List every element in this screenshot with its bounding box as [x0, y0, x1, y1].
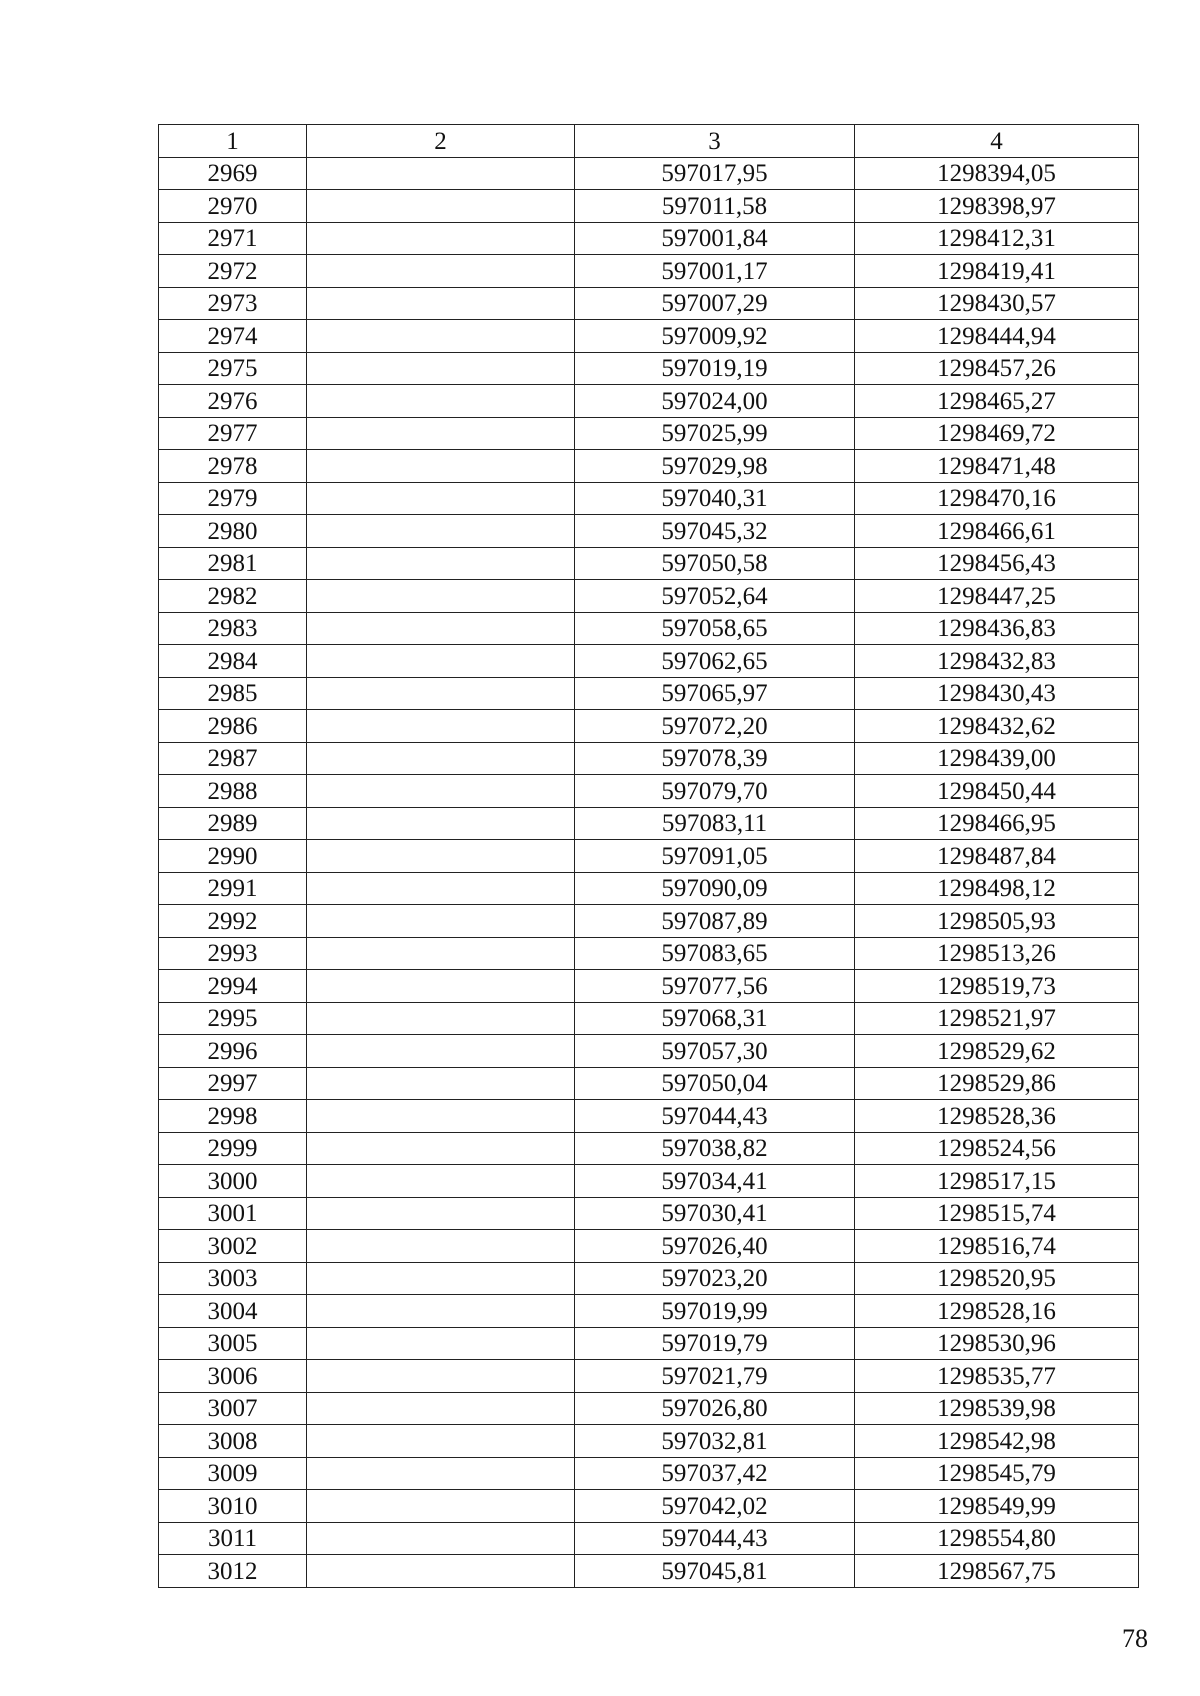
table-cell-col-3: 597068,31 — [575, 1002, 855, 1035]
table-cell-col-1: 2984 — [159, 645, 307, 678]
table-cell-col-4: 1298519,73 — [855, 970, 1139, 1003]
table-cell-col-3: 597017,95 — [575, 157, 855, 190]
table-row — [159, 872, 1139, 905]
column-header-1: 1 — [159, 125, 307, 158]
table-cell-col-1: 2970 — [159, 190, 307, 223]
table-row — [159, 1295, 1139, 1328]
table-cell-col-1: 2978 — [159, 450, 307, 483]
table-cell-col-4: 1298516,74 — [855, 1230, 1139, 1263]
table-cell-col-4: 1298436,83 — [855, 612, 1139, 645]
table-cell-col-4: 1298554,80 — [855, 1522, 1139, 1555]
table-cell-col-2 — [307, 1067, 575, 1100]
table-cell-col-3: 597083,65 — [575, 937, 855, 970]
table-cell-col-3: 597083,11 — [575, 807, 855, 840]
table-cell-col-1: 3011 — [159, 1522, 307, 1555]
table-cell-col-4: 1298430,57 — [855, 287, 1139, 320]
table-cell-col-4: 1298470,16 — [855, 482, 1139, 515]
table-cell-col-1: 2988 — [159, 775, 307, 808]
table-row — [159, 645, 1139, 678]
table-cell-col-3: 597019,99 — [575, 1295, 855, 1328]
table-cell-col-1: 2989 — [159, 807, 307, 840]
table-cell-col-3: 597038,82 — [575, 1132, 855, 1165]
table-cell-col-4: 1298466,95 — [855, 807, 1139, 840]
table-cell-col-1: 2993 — [159, 937, 307, 970]
table-cell-col-4: 1298567,75 — [855, 1555, 1139, 1588]
table-cell-col-1: 3010 — [159, 1490, 307, 1523]
table-cell-col-3: 597077,56 — [575, 970, 855, 1003]
table-cell-col-2 — [307, 872, 575, 905]
table-cell-col-2 — [307, 775, 575, 808]
table-cell-col-4: 1298549,99 — [855, 1490, 1139, 1523]
table-cell-col-1: 2987 — [159, 742, 307, 775]
table-cell-col-1: 2994 — [159, 970, 307, 1003]
table-row — [159, 1555, 1139, 1588]
table-cell-col-1: 2997 — [159, 1067, 307, 1100]
table-cell-col-2 — [307, 612, 575, 645]
table-cell-col-3: 597007,29 — [575, 287, 855, 320]
table-cell-col-1: 2972 — [159, 255, 307, 288]
table-cell-col-1: 2982 — [159, 580, 307, 613]
table-cell-col-2 — [307, 905, 575, 938]
table-row — [159, 1230, 1139, 1263]
table-cell-col-4: 1298469,72 — [855, 417, 1139, 450]
table-cell-col-4: 1298529,62 — [855, 1035, 1139, 1068]
table-header-row — [159, 125, 1139, 158]
table-cell-col-4: 1298520,95 — [855, 1262, 1139, 1295]
table-cell-col-3: 597030,41 — [575, 1197, 855, 1230]
table-cell-col-4: 1298419,41 — [855, 255, 1139, 288]
table-cell-col-1: 2995 — [159, 1002, 307, 1035]
table-row — [159, 385, 1139, 418]
table-row — [159, 612, 1139, 645]
table-cell-col-1: 2998 — [159, 1100, 307, 1133]
table-cell-col-3: 597052,64 — [575, 580, 855, 613]
table-cell-col-2 — [307, 1360, 575, 1393]
table-row — [159, 710, 1139, 743]
table-cell-col-4: 1298444,94 — [855, 320, 1139, 353]
table-row — [159, 515, 1139, 548]
table-row — [159, 547, 1139, 580]
table-cell-col-1: 2985 — [159, 677, 307, 710]
table-row — [159, 1360, 1139, 1393]
table-row — [159, 807, 1139, 840]
table-cell-col-3: 597087,89 — [575, 905, 855, 938]
table-cell-col-4: 1298439,00 — [855, 742, 1139, 775]
table-cell-col-2 — [307, 1002, 575, 1035]
table-cell-col-4: 1298487,84 — [855, 840, 1139, 873]
table-row — [159, 417, 1139, 450]
table-row — [159, 190, 1139, 223]
table-cell-col-3: 597062,65 — [575, 645, 855, 678]
table-cell-col-4: 1298517,15 — [855, 1165, 1139, 1198]
table-row — [159, 1100, 1139, 1133]
table-cell-col-1: 2979 — [159, 482, 307, 515]
table-cell-col-2 — [307, 450, 575, 483]
table-cell-col-2 — [307, 1165, 575, 1198]
table-cell-col-2 — [307, 1197, 575, 1230]
table-row — [159, 352, 1139, 385]
table-row — [159, 1197, 1139, 1230]
column-header-3: 3 — [575, 125, 855, 158]
column-header-4: 4 — [855, 125, 1139, 158]
table-cell-col-2 — [307, 710, 575, 743]
table-cell-col-3: 597090,09 — [575, 872, 855, 905]
table-cell-col-2 — [307, 515, 575, 548]
table-cell-col-2 — [307, 1295, 575, 1328]
table-cell-col-3: 597026,80 — [575, 1392, 855, 1425]
table-cell-col-1: 2990 — [159, 840, 307, 873]
table-cell-col-2 — [307, 677, 575, 710]
table-cell-col-4: 1298456,43 — [855, 547, 1139, 580]
table-cell-col-1: 3006 — [159, 1360, 307, 1393]
table-cell-col-3: 597034,41 — [575, 1165, 855, 1198]
table-cell-col-2 — [307, 970, 575, 1003]
table-cell-col-1: 2980 — [159, 515, 307, 548]
table-cell-col-3: 597032,81 — [575, 1425, 855, 1458]
table-row — [159, 1067, 1139, 1100]
table-cell-col-3: 597072,20 — [575, 710, 855, 743]
table-cell-col-4: 1298530,96 — [855, 1327, 1139, 1360]
coordinates-table — [158, 124, 1139, 1588]
table-cell-col-4: 1298465,27 — [855, 385, 1139, 418]
table-cell-col-3: 597057,30 — [575, 1035, 855, 1068]
table-row — [159, 482, 1139, 515]
table-cell-col-4: 1298505,93 — [855, 905, 1139, 938]
table-cell-col-3: 597045,32 — [575, 515, 855, 548]
table-cell-col-3: 597045,81 — [575, 1555, 855, 1588]
table-cell-col-4: 1298398,97 — [855, 190, 1139, 223]
table-cell-col-2 — [307, 645, 575, 678]
table-cell-col-2 — [307, 157, 575, 190]
table-row — [159, 775, 1139, 808]
table-row — [159, 157, 1139, 190]
table-row — [159, 1327, 1139, 1360]
table-cell-col-1: 2973 — [159, 287, 307, 320]
table-row — [159, 450, 1139, 483]
table-cell-col-1: 3005 — [159, 1327, 307, 1360]
table-cell-col-4: 1298545,79 — [855, 1457, 1139, 1490]
table-row — [159, 1425, 1139, 1458]
table-row — [159, 287, 1139, 320]
table-cell-col-2 — [307, 190, 575, 223]
table-row — [159, 905, 1139, 938]
table-cell-col-1: 3000 — [159, 1165, 307, 1198]
table-cell-col-2 — [307, 1327, 575, 1360]
table-cell-col-4: 1298432,62 — [855, 710, 1139, 743]
table-cell-col-4: 1298412,31 — [855, 222, 1139, 255]
table-row — [159, 1035, 1139, 1068]
table-row — [159, 1522, 1139, 1555]
table-cell-col-2 — [307, 287, 575, 320]
column-header-2: 2 — [307, 125, 575, 158]
table-cell-col-1: 2977 — [159, 417, 307, 450]
table-cell-col-2 — [307, 840, 575, 873]
table-cell-col-4: 1298528,36 — [855, 1100, 1139, 1133]
table-cell-col-1: 2991 — [159, 872, 307, 905]
table-row — [159, 222, 1139, 255]
table-cell-col-3: 597019,79 — [575, 1327, 855, 1360]
table-cell-col-2 — [307, 320, 575, 353]
table-cell-col-1: 2999 — [159, 1132, 307, 1165]
table-cell-col-2 — [307, 1392, 575, 1425]
table-row — [159, 255, 1139, 288]
table-cell-col-3: 597042,02 — [575, 1490, 855, 1523]
table-row — [159, 1490, 1139, 1523]
table-cell-col-3: 597037,42 — [575, 1457, 855, 1490]
table-cell-col-4: 1298521,97 — [855, 1002, 1139, 1035]
table-cell-col-2 — [307, 742, 575, 775]
table-cell-col-1: 3007 — [159, 1392, 307, 1425]
table-cell-col-3: 597026,40 — [575, 1230, 855, 1263]
table-row — [159, 742, 1139, 775]
table-cell-col-2 — [307, 1262, 575, 1295]
table-cell-col-4: 1298539,98 — [855, 1392, 1139, 1425]
table-cell-col-3: 597025,99 — [575, 417, 855, 450]
table-cell-col-2 — [307, 1230, 575, 1263]
table-cell-col-3: 597001,17 — [575, 255, 855, 288]
table-cell-col-1: 3001 — [159, 1197, 307, 1230]
table-row — [159, 1002, 1139, 1035]
table-cell-col-2 — [307, 255, 575, 288]
table-cell-col-4: 1298471,48 — [855, 450, 1139, 483]
table-cell-col-4: 1298447,25 — [855, 580, 1139, 613]
table-cell-col-2 — [307, 547, 575, 580]
table-cell-col-3: 597091,05 — [575, 840, 855, 873]
table-cell-col-1: 2975 — [159, 352, 307, 385]
table-cell-col-4: 1298394,05 — [855, 157, 1139, 190]
table-row — [159, 937, 1139, 970]
table-cell-col-2 — [307, 1522, 575, 1555]
table-cell-col-1: 3012 — [159, 1555, 307, 1588]
table-cell-col-4: 1298498,12 — [855, 872, 1139, 905]
table-cell-col-3: 597019,19 — [575, 352, 855, 385]
table-cell-col-4: 1298450,44 — [855, 775, 1139, 808]
table-cell-col-4: 1298432,83 — [855, 645, 1139, 678]
table-cell-col-1: 2974 — [159, 320, 307, 353]
table-row — [159, 970, 1139, 1003]
table-body — [159, 157, 1139, 1587]
table-cell-col-4: 1298430,43 — [855, 677, 1139, 710]
table-cell-col-4: 1298466,61 — [855, 515, 1139, 548]
table-cell-col-1: 2986 — [159, 710, 307, 743]
table-cell-col-1: 2969 — [159, 157, 307, 190]
table-cell-col-3: 597058,65 — [575, 612, 855, 645]
table-row — [159, 1392, 1139, 1425]
table-cell-col-2 — [307, 1457, 575, 1490]
table-cell-col-4: 1298524,56 — [855, 1132, 1139, 1165]
table-cell-col-3: 597079,70 — [575, 775, 855, 808]
table-cell-col-2 — [307, 1100, 575, 1133]
page-number: 78 — [1122, 1624, 1148, 1653]
table-cell-col-1: 3008 — [159, 1425, 307, 1458]
table-cell-col-3: 597029,98 — [575, 450, 855, 483]
table-cell-col-3: 597023,20 — [575, 1262, 855, 1295]
table-row — [159, 320, 1139, 353]
table-cell-col-1: 3002 — [159, 1230, 307, 1263]
table-cell-col-3: 597078,39 — [575, 742, 855, 775]
table-cell-col-1: 2976 — [159, 385, 307, 418]
table-cell-col-2 — [307, 1490, 575, 1523]
table-cell-col-1: 2992 — [159, 905, 307, 938]
table-cell-col-3: 597009,92 — [575, 320, 855, 353]
table-cell-col-3: 597001,84 — [575, 222, 855, 255]
table-cell-col-4: 1298542,98 — [855, 1425, 1139, 1458]
table-cell-col-1: 3009 — [159, 1457, 307, 1490]
table-row — [159, 677, 1139, 710]
table-cell-col-2 — [307, 1035, 575, 1068]
table-cell-col-3: 597050,58 — [575, 547, 855, 580]
table-cell-col-3: 597011,58 — [575, 190, 855, 223]
table-cell-col-1: 3004 — [159, 1295, 307, 1328]
table-cell-col-3: 597065,97 — [575, 677, 855, 710]
table-cell-col-1: 3003 — [159, 1262, 307, 1295]
table-cell-col-1: 2971 — [159, 222, 307, 255]
table-cell-col-2 — [307, 482, 575, 515]
table-cell-col-4: 1298535,77 — [855, 1360, 1139, 1393]
table-cell-col-2 — [307, 352, 575, 385]
table-row — [159, 1262, 1139, 1295]
table-cell-col-4: 1298457,26 — [855, 352, 1139, 385]
table-cell-col-1: 2996 — [159, 1035, 307, 1068]
table-cell-col-2 — [307, 937, 575, 970]
table-cell-col-2 — [307, 222, 575, 255]
table-cell-col-4: 1298515,74 — [855, 1197, 1139, 1230]
table-cell-col-2 — [307, 1425, 575, 1458]
table-cell-col-3: 597021,79 — [575, 1360, 855, 1393]
table-cell-col-3: 597024,00 — [575, 385, 855, 418]
table-cell-col-2 — [307, 417, 575, 450]
table-cell-col-3: 597044,43 — [575, 1100, 855, 1133]
table-cell-col-2 — [307, 1132, 575, 1165]
table-cell-col-2 — [307, 385, 575, 418]
table-row — [159, 1165, 1139, 1198]
table-cell-col-2 — [307, 580, 575, 613]
table-cell-col-4: 1298513,26 — [855, 937, 1139, 970]
table-row — [159, 840, 1139, 873]
table-cell-col-2 — [307, 807, 575, 840]
table-cell-col-3: 597050,04 — [575, 1067, 855, 1100]
table-cell-col-1: 2981 — [159, 547, 307, 580]
table-cell-col-3: 597040,31 — [575, 482, 855, 515]
table-cell-col-4: 1298528,16 — [855, 1295, 1139, 1328]
table-row — [159, 580, 1139, 613]
table-cell-col-4: 1298529,86 — [855, 1067, 1139, 1100]
table-cell-col-3: 597044,43 — [575, 1522, 855, 1555]
table-cell-col-1: 2983 — [159, 612, 307, 645]
table-cell-col-2 — [307, 1555, 575, 1588]
table-row — [159, 1457, 1139, 1490]
table-row — [159, 1132, 1139, 1165]
